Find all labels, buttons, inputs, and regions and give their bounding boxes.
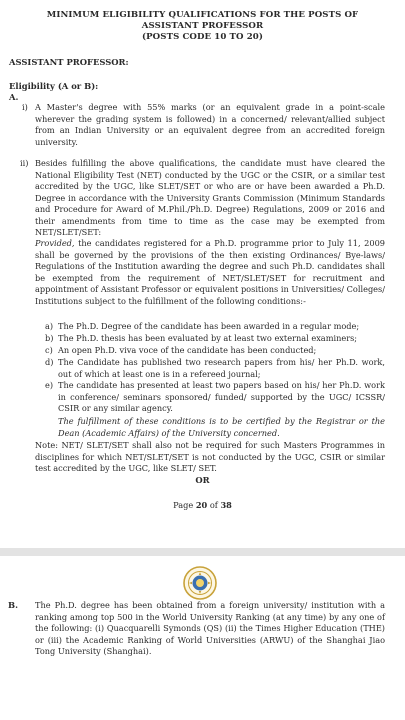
or-separator: OR [195,475,210,485]
clause-i-label: i) [22,102,28,112]
proviso-lead: Provided, [35,238,75,248]
condition-c-label: c) [45,345,53,355]
certification-note: The fulfillment of these conditions is to be certified by the Registrar or the Dean (Academic Affairs) of the University concerned. [58,416,385,438]
page-mid: of [207,500,221,510]
condition-b-text: The Ph.D. thesis has been evaluated by at least two external examiners; [58,333,358,343]
condition-e-text: The candidate has presented at least two papers based on his/ her Ph.D. work in conference/ seminars sponsored/ funded/ supported by the UGC/ ICSSR/ CSIR or any similar agency. [58,380,385,413]
clause-ii-text: Besides fulfilling the above qualifications, the candidate must have cleared the National Eligibility Test (NET) conducted by the UGC or the CSIR, or a similar test accredited by the UGC, like SLET/SET or who are or have been awarded a Ph.D. Degree in accordance with the University Grants Commission (Minimum Standards and Procedure for Award of M.Phil./Ph.D. Degree) Regulations, 2009 or 2016 and their amendments from time to time as the case may be exempted from NET/SLET/SET: [35,158,385,237]
option-b-label: B. [8,600,18,610]
condition-d-text: The Candidate has published two research papers from his/ her Ph.D. work, out of which at least one is in a refereed journal; [58,357,385,379]
note-paragraph: Note: NET/ SLET/SET shall also not be required for such Masters Programmes in disciplines for which NET/SLET/SET is not conducted by the UGC, CSIR or similar test accredited by the UGC, like SLET/ SET. [35,440,385,473]
eligibility-heading: Eligibility (A or B): [9,81,99,91]
document-title-line-2: ASSISTANT PROFESSOR [141,21,264,31]
condition-a-label: a) [45,321,54,331]
proviso-paragraph [35,238,385,307]
page-separator [0,548,405,556]
condition-b-label: b) [45,333,54,343]
page-total: 38 [220,500,232,510]
page-prefix: Page [173,500,196,510]
document-title-line-3: (POSTS CODE 10 TO 20) [141,32,264,42]
university-seal-icon [183,566,217,600]
clause-i-text: A Master's degree with 55% marks (or an equivalent grade in a point-scale wherever the grading system is followed) in a concerned/ relevant/allied subject from an Indian University or an equivalent degree from an accredited foreign university. [35,102,385,147]
page-number [0,500,405,511]
section-heading: ASSISTANT PROFESSOR: [9,57,129,67]
option-a-label: A. [9,92,19,102]
page-current: 20 [195,500,208,510]
proviso-text: the candidates registered for a Ph.D. programme prior to July 11, 2009 shall be governed by the provisions of the then existing Ordinances/ Bye-laws/ Regulations of the Institution awarding the degree and such Ph.D. candidates shall be exempted from the requirement of NET/SLET/SET for recruitment and appointment of Assistant Professor or equivalent positions in Universities/ Colleges/ Institutions subject to the fulfillment of the following conditions:- [35,238,385,306]
condition-c-text: An open Ph.D. viva voce of the candidate has been conducted; [58,345,317,355]
condition-a-text: The Ph.D. Degree of the candidate has been awarded in a regular mode; [58,321,360,331]
condition-d-label: d) [45,357,54,367]
condition-e-label: e) [45,380,54,390]
clause-ii-label: ii) [20,158,29,168]
document-title-line-1: MINIMUM ELIGIBILITY QUALIFICATIONS FOR THE POSTS OF [46,10,359,20]
option-b-text: The Ph.D. degree has been obtained from a foreign university/ institution with a ranking among top 500 in the World University Ranking (at any time) by any one of the following: (i) Quacquarelli Symonds (QS) (ii) the Times Higher Education (THE) or (iii) the Academic Ranking of World Universities (ARWU) of the Shanghai Jiao Tong University (Shanghai). [35,600,385,656]
